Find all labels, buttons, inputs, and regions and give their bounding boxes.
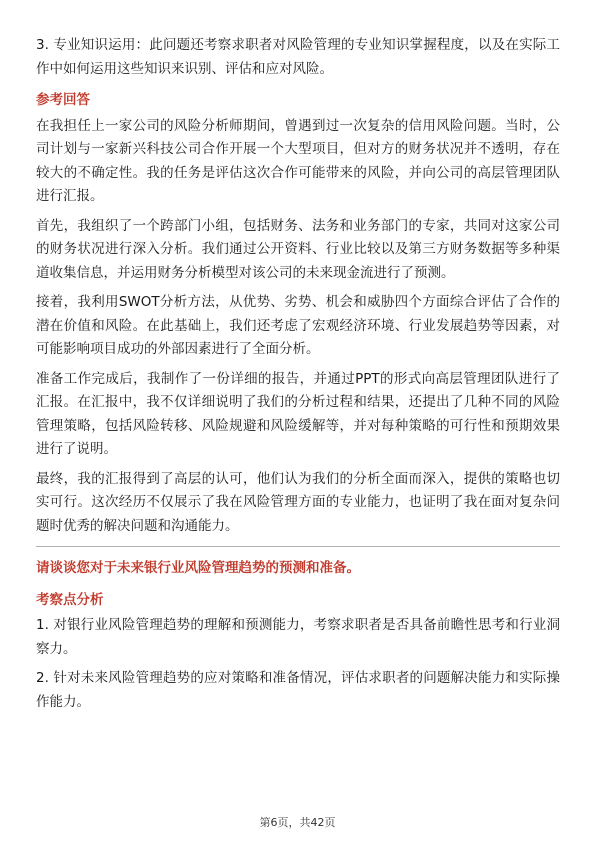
interview-question: 请谈谈您对于未来银行业风险管理趋势的预测和准备。 xyxy=(36,560,360,576)
analysis-point-3: 3. 专业知识运用：此问题还考察求职者对风险管理的专业知识掌握程度，以及在实际工作中如何运用这些知识来识别、评估和应对风险。 xyxy=(36,37,560,77)
section-divider xyxy=(36,546,560,547)
analysis-point: 1. 对银行业风险管理趋势的理解和预测能力，考察求职者是否具备前瞻性思考和行业洞察力。 xyxy=(36,617,560,657)
analysis-heading: 考察点分析 xyxy=(36,591,104,608)
page-number: 第6页，共42页 xyxy=(259,816,336,829)
answer-paragraph: 接着，我利用SWOT分析方法，从优势、劣势、机会和威胁四个方面综合评估了合作的潜在价值和风险。在此基础上，我们还考虑了宏观经济环境、行业发展趋势等因素，对可能影响项目成功的外部因素进行了全面分析。 xyxy=(36,294,560,357)
analysis-point: 2. 针对未来风险管理趋势的应对策略和准备情况，评估求职者的问题解决能力和实际操作能力。 xyxy=(36,670,560,710)
answer-paragraph: 准备工作完成后，我制作了一份详细的报告，并通过PPT的形式向高层管理团队进行了汇报。在汇报中，我不仅详细说明了我们的分析过程和结果，还提出了几种不同的风险管理策略，包括风险转移、风险规避和风险缓解等，并对每种策略的可行性和预期效果进行了说明。 xyxy=(36,370,560,457)
answer-paragraph: 在我担任上一家公司的风险分析师期间，曾遇到过一次复杂的信用风险问题。当时，公司计划与一家新兴科技公司合作开展一个大型项目，但对方的财务状况并不透明，存在较大的不确定性。我的任务是评估这次合作可能带来的风险，并向公司的高层管理团队进行汇报。 xyxy=(36,117,560,204)
answer-paragraph: 首先，我组织了一个跨部门小组，包括财务、法务和业务部门的专家，共同对这家公司的财务状况进行深入分析。我们通过公开资料、行业比较以及第三方财务数据等多种渠道收集信息，并运用财务分析模型对该公司的未来现金流进行了预测。 xyxy=(36,217,560,281)
answer-paragraph: 最终，我的汇报得到了高层的认可，他们认为我们的分析全面而深入，提供的策略也切实可行。这次经历不仅展示了我在风险管理方面的专业能力，也证明了我在面对复杂问题时优秀的解决问题和沟通能力。 xyxy=(36,470,560,534)
document-page xyxy=(36,34,560,720)
answer-heading: 参考回答 xyxy=(36,92,90,108)
